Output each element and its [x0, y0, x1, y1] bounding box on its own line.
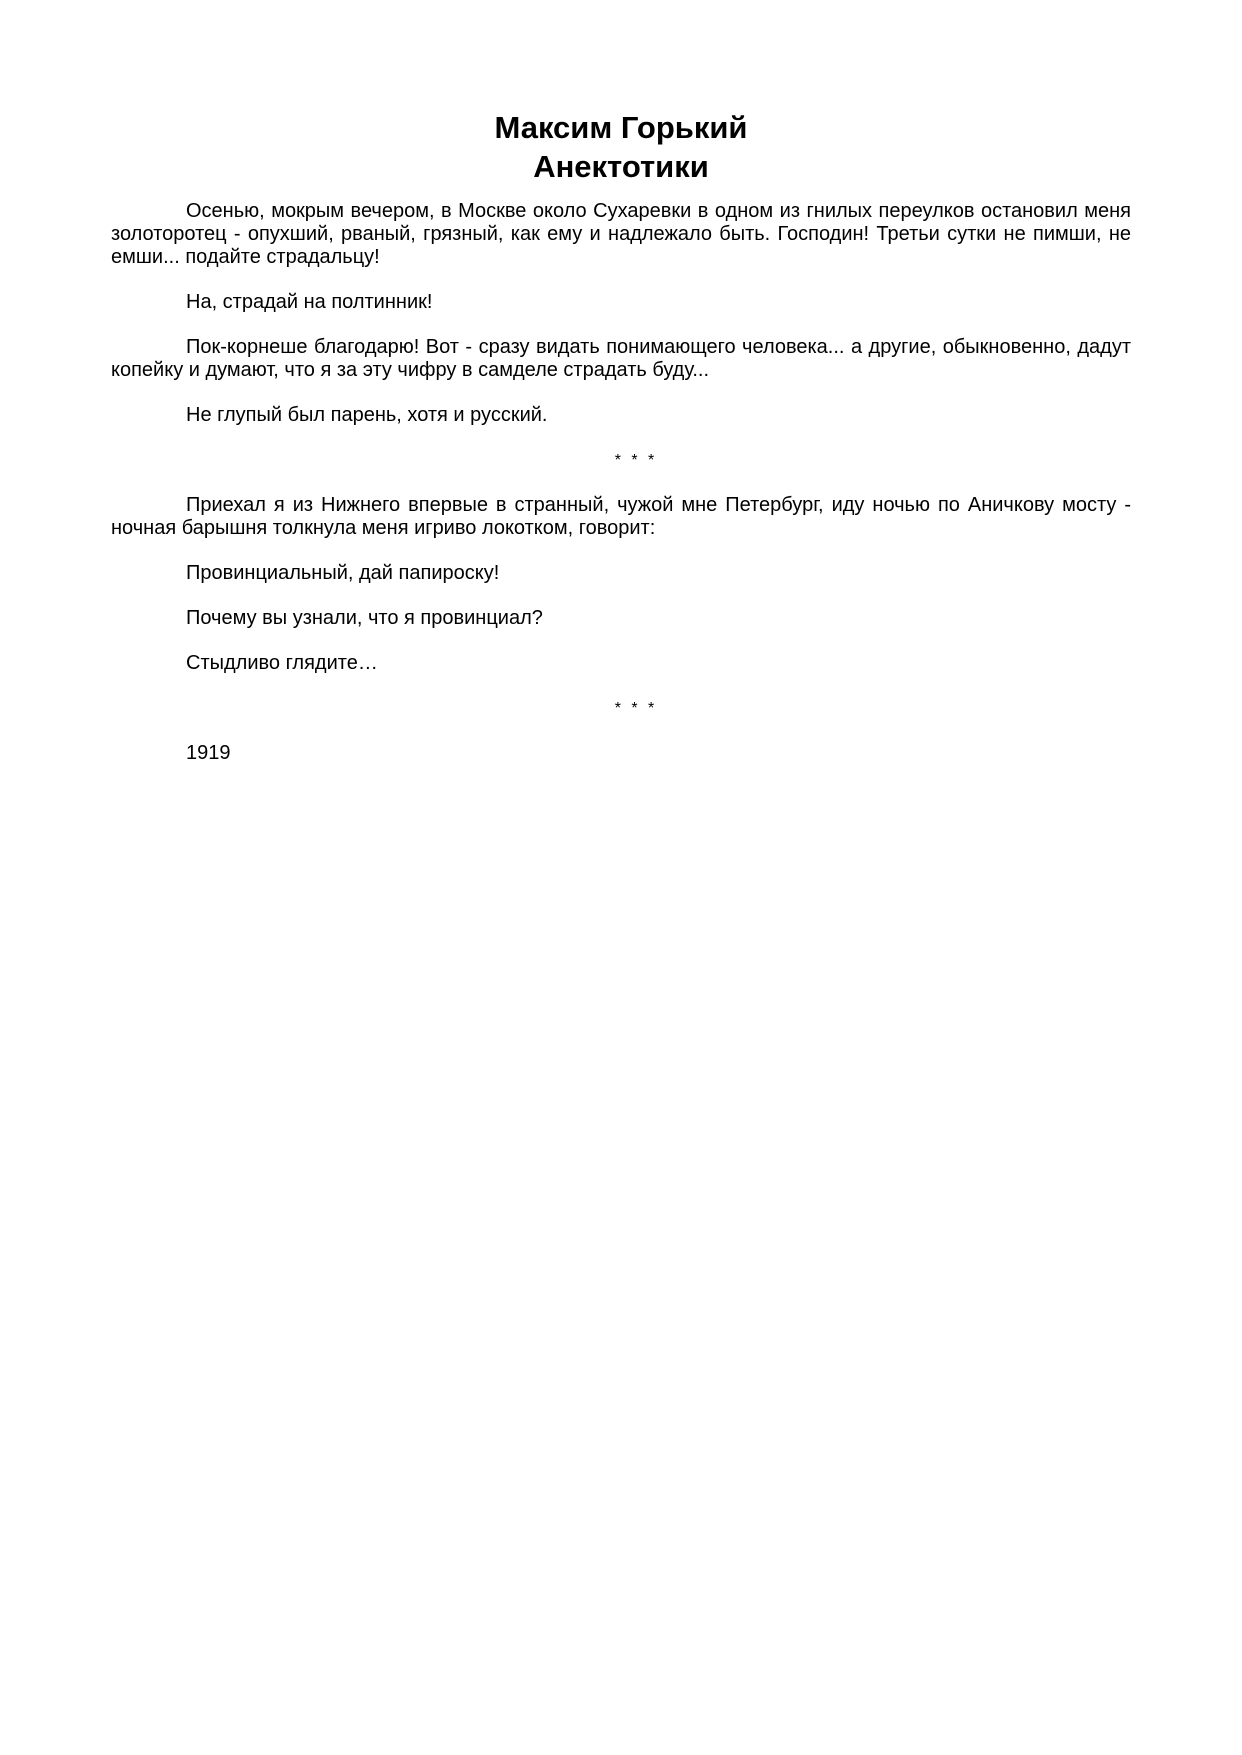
section-separator: * * *: [614, 700, 658, 717]
paragraph: Стыдливо глядите…: [186, 652, 378, 674]
paragraph: Не глупый был парень, хотя и русский.: [186, 404, 548, 426]
document-title: Анектотики: [533, 149, 709, 184]
paragraph: Пок-корнеше благодарю! Вот - сразу видать понимающего человека... а другие, обыкновенно, дадут копейку и думают, что я за эту чифру в самделе страдать буду...: [111, 336, 1131, 381]
paragraph: На, страдай на полтинник!: [186, 291, 433, 313]
paragraph: Почему вы узнали, что я провинциал?: [186, 607, 543, 629]
date-line: 1919: [186, 742, 231, 764]
document-page: [111, 108, 1131, 765]
document-body: [111, 200, 1131, 765]
paragraph: Осенью, мокрым вечером, в Москве около Сухаревки в одном из гнилых переулков остановил меня золоторотец - опухший, рваный, грязный, как ему и надлежало быть. Господин! Третьи сутки не пимши, не емши... подайте страдальцу!: [111, 200, 1131, 268]
paragraph: Приехал я из Нижнего впервые в странный, чужой мне Петербург, иду ночью по Аничкову мосту - ночная барышня толкнула меня игриво локотком, говорит:: [111, 494, 1131, 539]
author-name: Максим Горький: [494, 110, 748, 145]
paragraph: Провинциальный, дай папироску!: [186, 562, 500, 584]
section-separator: * * *: [614, 452, 658, 469]
